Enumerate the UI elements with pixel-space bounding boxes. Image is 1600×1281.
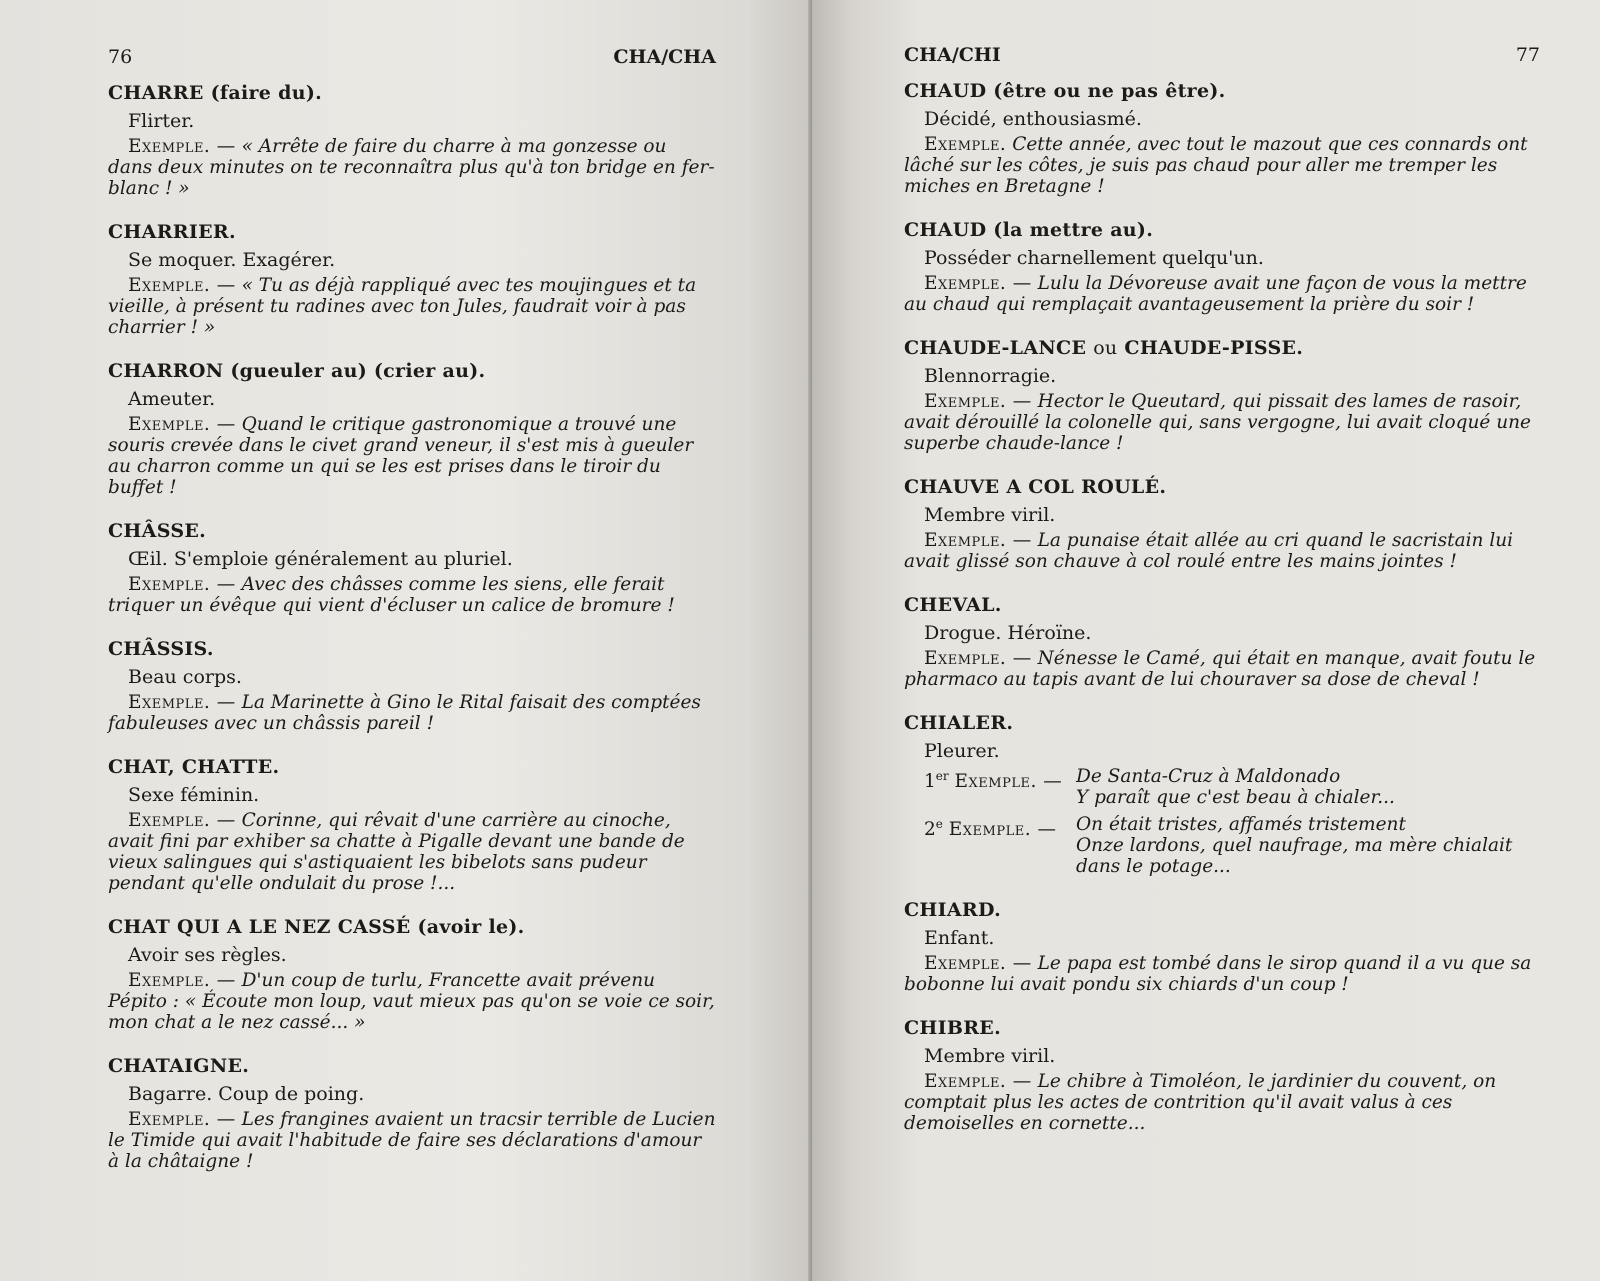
entry-example [904, 530, 1540, 572]
entry-example [108, 970, 716, 1033]
example-label: Exemple. — [128, 275, 236, 296]
entry-definition: Bagarre. Coup de poing. [128, 1083, 365, 1105]
entry-headword: CHARRE (faire du). [108, 82, 323, 104]
entry-definition: Flirter. [128, 110, 195, 132]
dictionary-entry [904, 476, 1540, 572]
dictionary-entry [108, 916, 716, 1033]
entry-headword: CHIALER. [904, 712, 1014, 734]
entry-headword: CHARRIER. [108, 221, 236, 243]
entry-headword: CHAUVE A COL ROULÉ. [904, 476, 1167, 498]
entry-headword: CHARRON (gueuler au) (crier au). [108, 360, 486, 382]
example-label: Exemple. — [924, 530, 1032, 551]
example-label: Exemple. — [924, 273, 1032, 294]
verse-line: dans le potage... [1076, 856, 1231, 877]
example-label: Exemple. — [954, 771, 1063, 793]
entry-headword: CHÂSSE. [108, 520, 207, 542]
example-label: Exemple. [924, 134, 1007, 155]
entry-definition: Membre viril. [924, 504, 1056, 526]
entry-headword: CHATAIGNE. [108, 1055, 250, 1077]
example-text: Le papa est tombé dans le sirop quand il a vu que sa bobonne lui avait pondu six chiards d'un coup ! [904, 953, 1532, 995]
dictionary-entry [904, 80, 1540, 197]
example-text: D'un coup de turlu, Francette avait prévenu Pépito : « Écoute mon loup, vaut mieux pas qu'on se voie ce soir, mon chat a le nez cassé... » [108, 970, 715, 1033]
entry-headword: CHÂSSIS. [108, 638, 214, 660]
dictionary-entry [108, 520, 716, 616]
entry-definition: Ameuter. [128, 388, 216, 410]
dictionary-entry [904, 594, 1540, 690]
entry-definition: Se moquer. Exagérer. [128, 249, 336, 271]
entry-definition: Drogue. Héroïne. [924, 622, 1092, 644]
example-label: Exemple. — [128, 692, 236, 713]
dictionary-entry [108, 82, 716, 199]
example-label: Exemple. — [924, 391, 1032, 412]
page-number-right: 77 [1515, 44, 1540, 66]
entry-definition: Sexe féminin. [128, 784, 260, 806]
right-page-header [904, 44, 1540, 66]
entry-definition: Œil. S'emploie généralement au pluriel. [128, 548, 513, 570]
entry-example [108, 414, 716, 498]
left-entries [108, 82, 716, 1172]
example-label: Exemple. — [128, 970, 236, 991]
entry-headword: CHAT QUI A LE NEZ CASSÉ (avoir le). [108, 916, 525, 938]
entry-definition: Décidé, enthousiasmé. [924, 108, 1142, 130]
entry-headword: CHIBRE. [904, 1017, 1002, 1039]
entry-headword: CHEVAL. [904, 594, 1002, 616]
entry-definition: Avoir ses règles. [128, 944, 287, 966]
verse-line: Y paraît que c'est beau à chialer... [1076, 787, 1395, 808]
entry-definition: Pleurer. [924, 740, 1000, 762]
entry-example [108, 810, 716, 894]
example-text: Cette année, avec tout le mazout que ces connards ont lâché sur les côtes, je suis pas chaud pour aller me tremper les miches en Bretagne ! [904, 134, 1528, 197]
dictionary-entry [904, 219, 1540, 315]
section-range-left: CHA/CHA [613, 46, 716, 68]
entry-example [904, 273, 1540, 315]
entry-example [904, 648, 1540, 690]
verse-line: Onze lardons, quel naufrage, ma mère chialait [1076, 835, 1513, 856]
example-label: Exemple. — [128, 574, 236, 595]
entry-example [904, 1071, 1540, 1134]
example-label: Exemple. — [128, 414, 236, 435]
example-label: Exemple. — [128, 136, 236, 157]
verse-example-1: 1er Exemple. — De Santa-Cruz à Maldonado Y paraît que c'est beau à chialer... [924, 766, 1395, 808]
example-label: Exemple. — [948, 819, 1057, 841]
entry-example [108, 136, 716, 199]
dictionary-entry [108, 1055, 716, 1172]
example-label: Exemple. — [924, 1071, 1032, 1092]
dictionary-entry-chialer [904, 712, 1540, 877]
example-text: « Tu as déjà rappliqué avec tes moujingues et ta vieille, à présent tu radines avec ton Jules, faudrait voir à pas charrier ! » [108, 275, 697, 338]
entry-headword: CHAUD (être ou ne pas être). [904, 80, 1226, 102]
entry-definition: Membre viril. [924, 1045, 1056, 1067]
example-text: La Marinette à Gino le Rital faisait des comptées fabuleuses avec un châssis pareil ! [108, 692, 701, 734]
verse-example-2: 2e Exemple. — On était tristes, affamés tristement Onze lardons, quel naufrage, ma mère chialait dans le potage... [924, 814, 1513, 877]
example-text: Quand le critique gastronomique a trouvé une souris crevée dans le civet grand veneur, il s'est mis à gueuler au charron comme un qui se les est prises dans le tiroir du buffet ! [108, 414, 694, 498]
left-page-header [108, 46, 716, 68]
page-number-left: 76 [108, 46, 133, 68]
dictionary-entry [108, 756, 716, 894]
entry-definition: Beau corps. [128, 666, 242, 688]
example-text: Le chibre à Timoléon, le jardinier du couvent, on comptait plus les actes de contrition qu'il avait valus à ces demoiselles en cornette... [904, 1071, 1497, 1134]
verse-line: De Santa-Cruz à Maldonado [1076, 766, 1341, 787]
entry-headword: CHIARD. [904, 899, 1002, 921]
entry-example [904, 953, 1540, 995]
dictionary-entry [904, 1017, 1540, 1134]
entry-definition: Blennorragie. [924, 365, 1057, 387]
example-label: Exemple. — [128, 1109, 236, 1130]
dictionary-entry [904, 899, 1540, 995]
dictionary-entry [108, 221, 716, 338]
example-text: Lulu la Dévoreuse avait une façon de vous la mettre au chaud qui remplaçait avantageusement la prière du soir ! [904, 273, 1527, 315]
example-text: Avec des châsses comme les siens, elle ferait triquer un évêque qui vient d'écluser un calice de bromure ! [108, 574, 675, 616]
right-page [812, 0, 1600, 1281]
example-text: Les frangines avaient un tracsir terrible de Lucien le Timide qui avait l'habitude de faire ses déclarations d'amour à la châtaigne ! [108, 1109, 716, 1172]
example-label: Exemple. — [128, 810, 236, 831]
entry-example [904, 134, 1540, 197]
verse-line: On était tristes, affamés tristement [1076, 814, 1406, 835]
entry-example [904, 391, 1540, 454]
entry-headword: CHAT, CHATTE. [108, 756, 280, 778]
example-label: Exemple. — [924, 648, 1032, 669]
entry-example [108, 574, 716, 616]
dictionary-entry [108, 638, 716, 734]
right-entries [904, 80, 1540, 690]
example-text: Corinne, qui rêvait d'une carrière au cinoche, avait fini par exhiber sa chatte à Pigalle devant une bande de vieux salingues qui s'astiquaient les bibelots sans pudeur pendant qu'elle ondulait du prose !... [108, 810, 685, 894]
entry-definition: Posséder charnellement quelqu'un. [924, 247, 1264, 269]
entry-headword: CHAUDE-LANCE ou CHAUDE-PISSE. [904, 337, 1304, 359]
dictionary-entry [904, 337, 1540, 454]
example-text: « Arrête de faire du charre à ma gonzesse ou dans deux minutes on te reconnaîtra plus qu'à ton bridge en fer-blanc ! » [108, 136, 715, 199]
right-entries-after [904, 899, 1540, 1134]
entry-example [108, 692, 716, 734]
dictionary-entry [108, 360, 716, 498]
example-label: Exemple. — [924, 953, 1032, 974]
entry-example [108, 1109, 716, 1172]
entry-example [108, 275, 716, 338]
example-text: Hector le Queutard, qui pissait des lames de rasoir, avait dérouillé la colonelle qui, sans vergogne, lui avait cloqué une superbe chaude-lance ! [904, 391, 1532, 454]
entry-definition: Enfant. [924, 927, 995, 949]
example-text: Nénesse le Camé, qui était en manque, avait foutu le pharmaco au tapis avant de lui chouraver sa dose de cheval ! [904, 648, 1536, 690]
entry-headword: CHAUD (la mettre au). [904, 219, 1154, 241]
example-text: La punaise était allée au cri quand le sacristain lui avait glissé son chauve à col roulé entre les mains jointes ! [904, 530, 1514, 572]
section-range-right: CHA/CHI [904, 44, 1001, 66]
